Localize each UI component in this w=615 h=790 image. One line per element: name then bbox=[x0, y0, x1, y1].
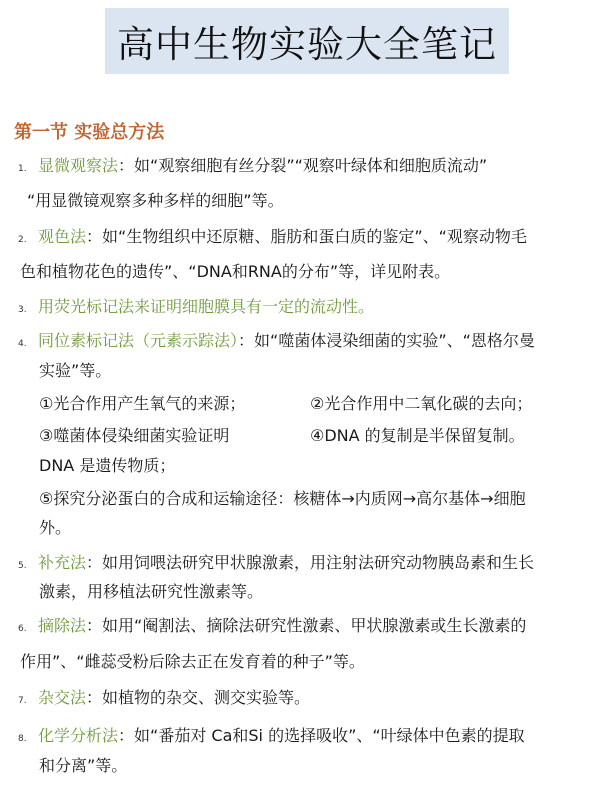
item-term: 化学分析法 bbox=[38, 726, 119, 745]
item-number: 5. bbox=[18, 561, 27, 571]
item-term: 用荧光标记法来证明细胞膜具有一定的流动性。 bbox=[38, 297, 375, 316]
list-item-4-cont: 实验”等。 bbox=[39, 361, 112, 380]
item-number: 3. bbox=[18, 305, 27, 315]
item-sep: ： bbox=[238, 331, 255, 350]
section-heading: 第一节 实验总方法 bbox=[14, 122, 165, 143]
item-number: 1. bbox=[18, 164, 27, 174]
item-term: 补充法 bbox=[38, 553, 87, 572]
item-text: 如用饲喂法研究甲状腺激素，用注射法研究动物胰岛素和生长 bbox=[102, 553, 535, 572]
sub-item-4: ④DNA 的复制是半保留复制。 bbox=[310, 426, 525, 445]
item-sep: ： bbox=[118, 156, 135, 175]
item-text: 如用“阉割法、摘除法研究性激素、甲状腺激素或生长激素的 bbox=[102, 616, 527, 635]
list-item-6 bbox=[18, 615, 526, 640]
list-item-5 bbox=[18, 552, 534, 577]
item-number: 4. bbox=[18, 339, 27, 349]
page-title: 高中生物实验大全笔记 bbox=[117, 23, 497, 66]
item-text: 如“番茄对 Ca和Si 的选择吸收”、“叶绿体中色素的提取 bbox=[134, 726, 525, 745]
title-box bbox=[105, 8, 509, 74]
list-item-1 bbox=[18, 155, 487, 180]
item-sep: ： bbox=[86, 688, 103, 707]
item-sep: ： bbox=[86, 553, 103, 572]
item-term: 摘除法 bbox=[38, 616, 87, 635]
sub-item-5-cont: 外。 bbox=[39, 518, 72, 537]
list-item-5-cont: 激素，用移植法研究性激素等。 bbox=[39, 582, 264, 601]
item-sep: ： bbox=[86, 227, 103, 246]
list-item-2 bbox=[18, 226, 527, 251]
list-item-4 bbox=[18, 330, 535, 355]
item-number: 8. bbox=[18, 734, 27, 744]
item-term: 观色法 bbox=[38, 227, 87, 246]
item-sep: ： bbox=[86, 616, 103, 635]
sub-item-5: ⑤探究分泌蛋白的合成和运输途径：核糖体→内质网→高尔基体→细胞 bbox=[39, 489, 526, 508]
sub-item-3: ③噬菌体侵染细菌实验证明 bbox=[39, 426, 230, 445]
sub-item-3-cont: DNA 是遗传物质； bbox=[39, 456, 176, 475]
list-item-2-cont: 色和植物花色的遗传”、“DNA和RNA的分布”等，详见附表。 bbox=[20, 262, 451, 281]
list-item-7 bbox=[18, 687, 310, 712]
sub-item-2: ②光合作用中二氧化碳的去向； bbox=[310, 394, 533, 413]
item-term: 杂交法 bbox=[38, 688, 87, 707]
list-item-8 bbox=[18, 725, 525, 750]
item-sep: ： bbox=[118, 726, 135, 745]
item-term: 显微观察法 bbox=[38, 156, 119, 175]
list-item-6-cont: 作用”、“雌蕊受粉后除去正在发育着的种子”等。 bbox=[20, 652, 365, 671]
item-text: 如“噬菌体浸染细菌的实验”、“恩格尔曼 bbox=[254, 331, 535, 350]
sub-item-1: ①光合作用产生氧气的来源； bbox=[39, 394, 246, 413]
list-item-8-cont: 和分离”等。 bbox=[39, 756, 128, 775]
item-number: 7. bbox=[18, 696, 27, 706]
item-number: 6. bbox=[18, 624, 27, 634]
item-number: 2. bbox=[18, 235, 27, 245]
item-text: 如植物的杂交、测交实验等。 bbox=[102, 688, 311, 707]
list-item-3 bbox=[18, 296, 374, 321]
item-text: 如“观察细胞有丝分裂”“观察叶绿体和细胞质流动” bbox=[134, 156, 488, 175]
list-item-1-cont: “用显微镜观察多种多样的细胞”等。 bbox=[27, 191, 284, 210]
item-text: 如“生物组织中还原糖、脂肪和蛋白质的鉴定”、“观察动物毛 bbox=[102, 227, 527, 246]
item-term: 同位素标记法（元素示踪法） bbox=[38, 331, 239, 350]
